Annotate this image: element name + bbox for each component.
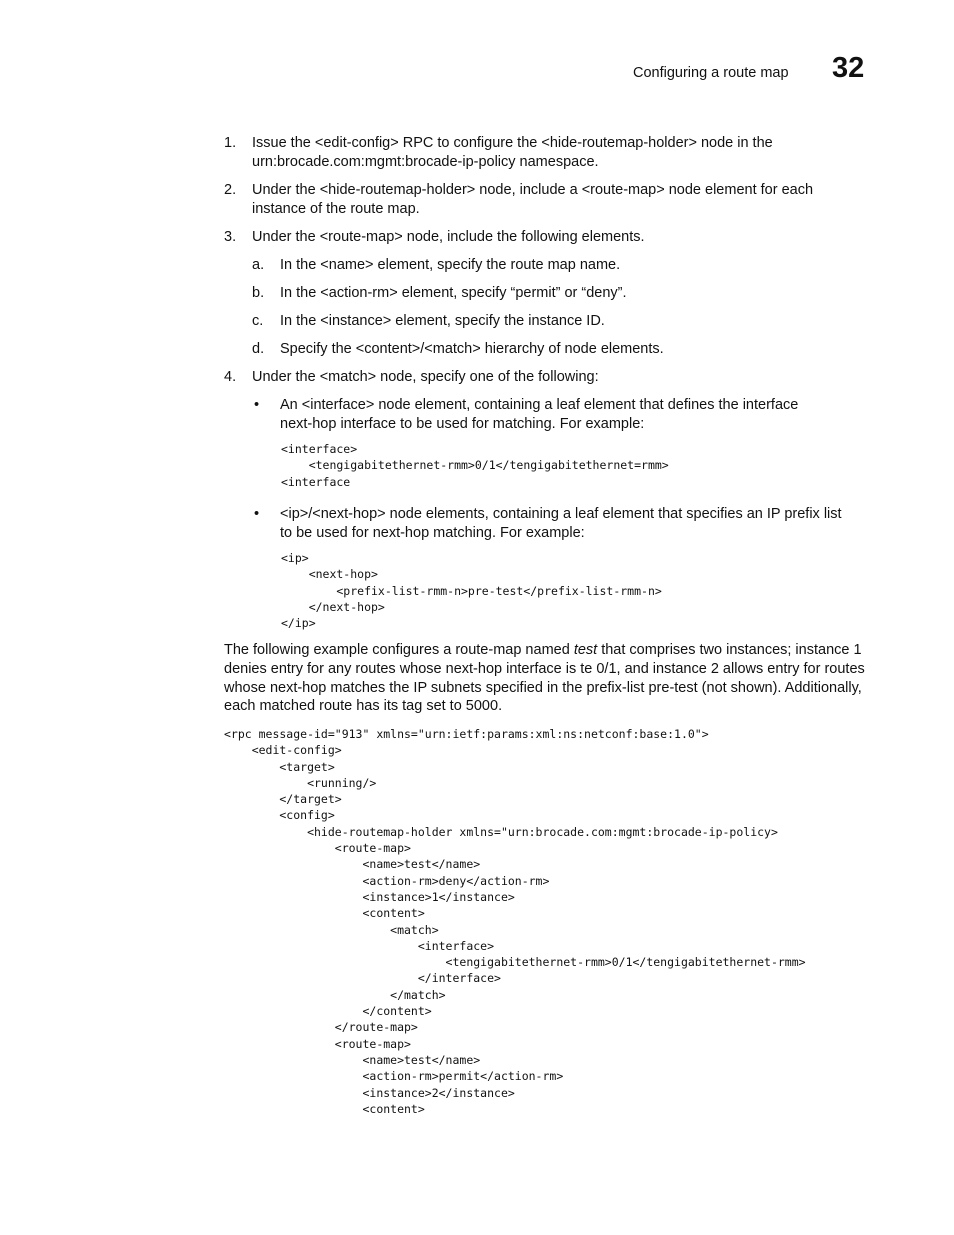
substep-d: [252, 340, 862, 359]
paragraph-text: that comprises two instances; instance 1 denies entry for any routes whose next-hop interface is te 0/1, and instance 2 allows entry for routes whose next-hop matches the IP subnets specified in the prefix-list pre-test (not shown). Additionally, each matched route has its tag set to 5000.: [224, 642, 865, 715]
step-line: Under the <hide-routemap-holder> node, include a <route-map> node element for each: [252, 182, 814, 198]
substep-text: Specify the <content>/<match> hierarchy of node elements.: [280, 341, 664, 357]
step-text: [252, 181, 864, 219]
step-line: urn:brocade.com:mgmt:brocade-ip-policy namespace.: [252, 154, 599, 170]
step-number: 3.: [224, 229, 237, 245]
step-3: [224, 228, 864, 247]
substep-a: [252, 256, 862, 275]
bullet-text: [280, 396, 866, 434]
step-1: [224, 134, 864, 172]
substep-b: [252, 284, 862, 303]
bullet-item-ip: [254, 505, 866, 543]
paragraph-text: The following example configures a route-map named: [224, 642, 574, 658]
bullet-item-interface: [254, 396, 866, 434]
chapter-number: 32: [832, 52, 865, 84]
substep-c: [252, 312, 862, 331]
route-map-name: test: [573, 642, 598, 658]
step-line: Issue the <edit-config> RPC to configure the <hide-routemap-holder> node in the: [252, 135, 773, 151]
step-number: 4.: [224, 369, 237, 385]
bullet-line: to be used for next-hop matching. For example:: [280, 525, 585, 541]
section-title: Configuring a route map: [633, 65, 789, 81]
step-line: instance of the route map.: [252, 201, 420, 217]
bullet-line: <ip>/<next-hop> node elements, containing a leaf element that specifies an IP prefix list: [280, 506, 842, 522]
step-line: Under the <match> node, specify one of the following:: [252, 369, 599, 385]
step-number: 2.: [224, 182, 237, 198]
bullet-glyph: •: [254, 506, 260, 522]
step-text: [252, 134, 864, 172]
bullet-line: next-hop interface to be used for matching. For example:: [280, 416, 645, 432]
substep-letter: c.: [252, 313, 264, 329]
substep-text: In the <instance> element, specify the instance ID.: [280, 313, 605, 329]
substep-letter: a.: [252, 257, 265, 273]
step-number: 1.: [224, 135, 237, 151]
bullet-text: [280, 505, 866, 543]
example-description: [224, 641, 869, 716]
substep-letter: d.: [252, 341, 265, 357]
bullet-glyph: •: [254, 397, 260, 413]
step-line: Under the <route-map> node, include the following elements.: [252, 229, 645, 245]
step-2: [224, 181, 864, 219]
step-4: [224, 368, 864, 387]
substep-text: In the <name> element, specify the route map name.: [280, 257, 621, 273]
bullet-line: An <interface> node element, containing a leaf element that defines the interface: [280, 397, 799, 413]
substep-text: In the <action-rm> element, specify “permit” or “deny”.: [280, 285, 627, 301]
code-example: <rpc message-id="913" xmlns="urn:ietf:params:xml:ns:netconf:base:1.0"> <edit-config> <target> <running/> </target> <config> <hide-routemap-holder xmlns="urn:brocade.com:mgmt:brocade-ip-policy> <route-map> <name>test</name> <action-rm>deny</action-rm> <instance>1</instance> <content> <match> <interface> <tengigabitethernet-rmm>0/1</tengigabitethernet-rmm> </interface> </match> </content> </route-map> <route-map> <name>test</name> <action-rm>permit</action-rm> <instance>2</instance> <content>: [224, 727, 806, 1116]
code-block-interface: <interface> <tengigabitethernet-rmm>0/1</tengigabitethernet=rmm> <interface: [281, 442, 669, 489]
code-block-ip: <ip> <next-hop> <prefix-list-rmm-n>pre-test</prefix-list-rmm-n> </next-hop> </ip>: [281, 551, 662, 631]
substep-letter: b.: [252, 285, 265, 301]
